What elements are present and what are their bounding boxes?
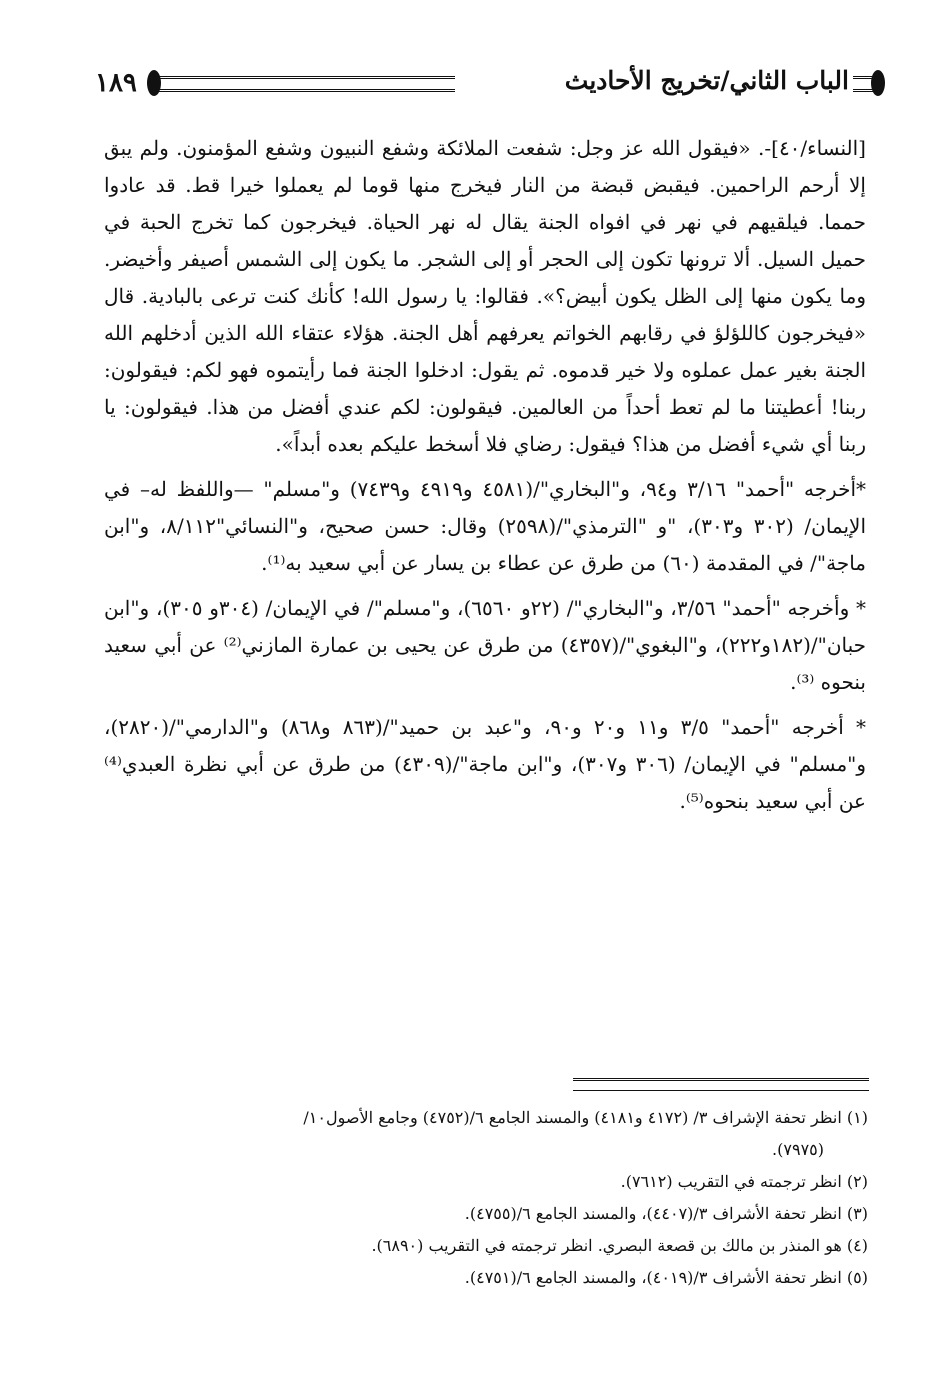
footnote-separator-line xyxy=(573,1090,869,1091)
footnote-number: (٣) xyxy=(846,1204,868,1223)
footnote-text: انظر تحفة الأشراف ٣/(٤٤٠٧)، والمسند الجامع ٦/(٤٧٥٥). xyxy=(464,1204,842,1223)
footnote-text: انظر تحفة الإشراف ٣/ (٤١٧٢ و٤١٨١) والمسند الجامع ٦/(٤٧٥٢) وجامع الأصول١٠/ xyxy=(303,1108,842,1127)
footnote-continuation: (٧٩٧٥). xyxy=(772,1140,824,1159)
header-rule-left xyxy=(159,76,455,92)
footnote-text: انظر تحفة الأشراف ٣/(٤٠١٩)، والمسند الجامع ٦/(٤٧٥١). xyxy=(464,1268,842,1287)
page-header xyxy=(95,62,885,108)
main-text xyxy=(104,130,866,820)
hadith-paragraph: [النساء/٤٠]-. «فيقول الله عز وجل: شفعت الملائكة وشفع النبيون وشفع المؤمنون. ولم يبق إلا أرحم الراحمين. فيقبض قبضة من النار فيخرج منها قوما لم يعملوا خيرا قط. قد عادوا حمما. فيلقيهم في نهر في افواه الجنة يقال له نهر الحياة. فيخرجون كما تخرج الحبة في حميل السيل. ألا ترونها تكون إلى الحجر أو إلى الشجر. ما يكون إلى الشمس أصيفر وأخيضر. وما يكون منها إلى الظل يكون أبيض؟». فقالوا: يا رسول الله! كأنك كنت ترعى بالبادية. قال «فيخرجون كاللؤلؤ في رقابهم الخواتم يعرفهم أهل الجنة. هؤلاء عتقاء الله الذين أدخلهم الله الجنة بغير عمل عملوه ولا خير قدموه. ثم يقول: ادخلوا الجنة فما رأيتموه فهو لكم: فيقولون: ربنا! أعطيتنا ما لم تعط أحداً من العالمين. فيقولون: لكم عندي أفضل من هذا. فيقولون: يا ربنا أي شيء أفضل من هذا؟ فيقول: رضاي فلا أسخط عليكم بعده أبداً». xyxy=(104,136,866,456)
footnote-number: (٢) xyxy=(846,1172,868,1191)
footnote-text: انظر ترجمته في التقريب (٧٦١٢). xyxy=(620,1172,842,1191)
footnote-separator xyxy=(573,1078,869,1085)
takhrij-paragraph-2: * وأخرجه "أحمد" ٣/٥٦، و"البخاري"/ (٢٢و ٦٥٦٠)، و"مسلم"/ في الإيمان/ (٣٠٤و ٣٠٥)، و"ابن حبان"/(١٨٢و٢٢٢)، و"البغوي"/(٤٣٥٧) من طرق عن يحيى بن عمارة المازني⁽²⁾ عن أبي سعيد بنحوه ⁽³⁾. xyxy=(104,596,867,694)
chapter-title: الباب الثاني/تخريج الأحاديث xyxy=(564,66,849,95)
footnote-3 xyxy=(98,1198,868,1230)
footnote-text: هو المنذر بن مالك بن قصعة البصري. انظر ترجمته في التقريب (٦٨٩٠). xyxy=(371,1236,842,1255)
footnote-number: (٥) xyxy=(846,1268,868,1287)
footnotes xyxy=(98,1102,868,1294)
footnote-number: (١) xyxy=(846,1108,868,1127)
ornament-right xyxy=(871,70,885,96)
footnote-4 xyxy=(98,1230,868,1262)
footnote-1 xyxy=(98,1102,868,1166)
page-number: ١٨٩ xyxy=(95,68,137,98)
takhrij-paragraph-1: *أخرجه "أحمد" ٣/١٦ و٩٤، و"البخاري"/(٤٥٨١ و٤٩١٩ و٧٤٣٩) و"مسلم" —واللفظ له– في الإيمان/ (٣٠٢ و٣٠٣)، "و "الترمذي"/(٢٥٩٨) وقال: حسن صحيح، و"النسائي"٨/١١٢، و"ابن ماجة"/ في المقدمة (٦٠) من طرق عن عطاء بن يسار عن أبي سعيد به⁽¹⁾. xyxy=(104,477,867,575)
takhrij-paragraph-3: * أخرجه "أحمد" ٣/٥ و١١ و٢٠ و٩٠، و"عبد بن حميد"/(٨٦٣ و٨٦٨) و"الدارمي"/(٢٨٢٠)، و"مسلم" في الإيمان/ (٣٠٦ و٣٠٧)، و"ابن ماجة"/(٤٣٠٩) من طرق عن أبي نظرة العبدي⁽⁴⁾ عن أبي سعيد بنحوه⁽⁵⁾. xyxy=(104,715,867,813)
footnote-5 xyxy=(98,1262,868,1294)
header-rule-right xyxy=(853,76,873,92)
footnote-number: (٤) xyxy=(846,1236,868,1255)
footnote-2 xyxy=(98,1166,868,1198)
